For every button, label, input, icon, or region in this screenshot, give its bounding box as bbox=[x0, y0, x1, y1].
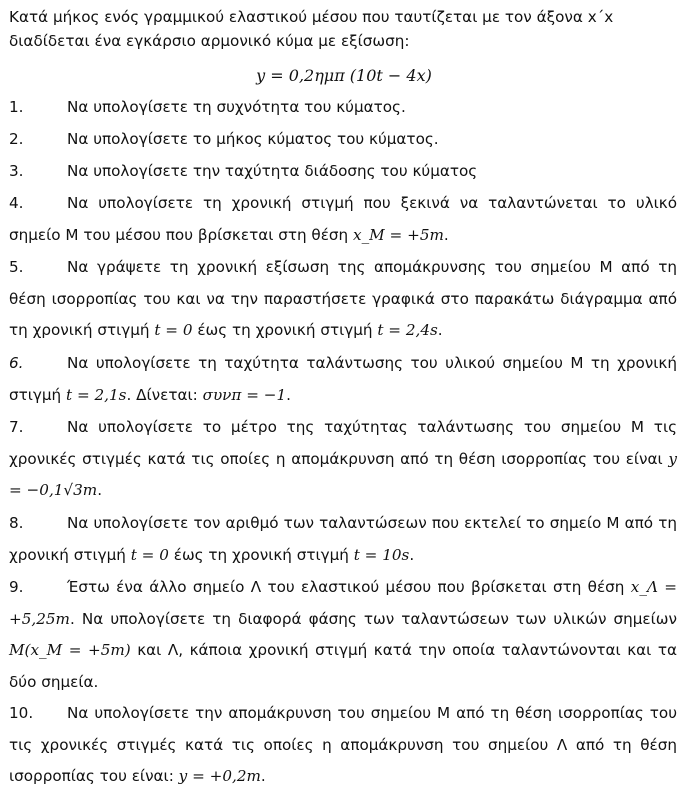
question-7 bbox=[9, 412, 677, 507]
question-text: Να υπολογίσετε την ταχύτητα διάδοσης του κύματος bbox=[67, 162, 478, 180]
question-number: 4. bbox=[9, 194, 24, 212]
question-text: έως τη χρονική στιγμή bbox=[192, 321, 378, 339]
question-2 bbox=[9, 124, 677, 156]
math-expression: t = 10s bbox=[353, 545, 410, 564]
intro-line-2: διαδίδεται ένα εγκάρσιο αρμονικό κύμα με εξίσωση: bbox=[9, 32, 410, 50]
question-text: . bbox=[260, 767, 266, 785]
question-text: . Να υπολογίσετε τη διαφορά φάσης των ταλαντώσεων των υλικών σημείων bbox=[69, 609, 677, 628]
math-expression: t = 0 bbox=[154, 321, 193, 339]
math-expression: x_Λ = +5,25m bbox=[9, 578, 677, 628]
question-text: Να υπολογίσετε τη χρονική στιγμή που ξεκινά να ταλαντώνεται το υλικό σημείο Μ του μέσου που βρίσκεται στη θέση bbox=[9, 194, 677, 244]
question-text: Να γράψετε τη χρονική εξίσωση της απομάκρυνσης του σημείου Μ από τη θέση ισορροπίας του και να την παραστήσετε γραφικά στο παρακάτω διάγραμμα από τη χρονική στιγμή bbox=[9, 258, 677, 339]
question-text: . bbox=[443, 225, 449, 244]
question-text: Έστω ένα άλλο σημείο Λ του ελαστικού μέσου που βρίσκεται στη θέση bbox=[67, 578, 631, 596]
question-text: . bbox=[437, 321, 443, 339]
question-5 bbox=[9, 252, 677, 347]
question-text: . Δίνεται: bbox=[126, 385, 203, 404]
question-8 bbox=[9, 508, 677, 571]
question-text: Να υπολογίσετε τη ταχύτητα ταλάντωσης του υλικού σημείου Μ τη χρονική στιγμή bbox=[9, 354, 677, 404]
question-9 bbox=[9, 572, 677, 698]
question-number: 10. bbox=[9, 704, 34, 722]
question-text: Να υπολογίσετε το μέτρο της ταχύτητας ταλάντωσης του σημείου Μ τις χρονικές στιγμές κατά τις οποίες η απομάκρυνση από τη θέση ισορροπίας του είναι bbox=[9, 418, 677, 468]
math-expression: x_M = +5m bbox=[353, 225, 444, 244]
question-text: . bbox=[286, 385, 291, 404]
question-4 bbox=[9, 188, 677, 251]
question-text: και Λ, κάποια χρονική στιγμή κατά την οποία ταλαντώνονται και τα δύο σημεία. bbox=[9, 641, 677, 691]
question-number: 9. bbox=[9, 578, 24, 596]
question-text: . bbox=[409, 545, 415, 564]
question-number: 2. bbox=[9, 130, 24, 148]
intro-paragraph bbox=[9, 5, 677, 53]
wave-equation: y = 0,2ημπ (10t − 4x) bbox=[256, 66, 432, 85]
math-expression: t = 2,4s bbox=[377, 321, 438, 339]
question-3 bbox=[9, 156, 677, 188]
question-1 bbox=[9, 92, 677, 124]
question-number: 8. bbox=[9, 514, 24, 532]
question-text: Να υπολογίσετε το μήκος κύματος του κύματος. bbox=[67, 130, 439, 148]
intro-line-1: Κατά μήκος ενός γραμμικού ελαστικού μέσου που ταυτίζεται με τον άξονα x΄x bbox=[9, 8, 614, 26]
question-text: Να υπολογίσετε τη συχνότητα του κύματος. bbox=[67, 98, 406, 116]
question-text: Να υπολογίσετε τον αριθμό των ταλαντώσεων που εκτελεί το σημείο Μ από τη χρονική στιγμή bbox=[9, 514, 677, 564]
question-number: 7. bbox=[9, 418, 24, 436]
math-expression: y = +0,2m bbox=[178, 767, 261, 785]
question-text: Να υπολογίσετε την απομάκρυνση του σημείου Μ από τη θέση ισορροπίας του τις χρονικές στιγμές κατά τις οποίες η απομάκρυνση του σημείου Λ από τη θέση ισορροπίας του είναι: bbox=[9, 704, 677, 785]
question-number: 5. bbox=[9, 258, 24, 276]
question-text: . bbox=[97, 481, 103, 499]
question-6 bbox=[9, 348, 677, 411]
question-number: 1. bbox=[9, 98, 24, 116]
math-expression: y = −0,1√3m bbox=[9, 449, 677, 499]
math-expression: συνπ = −1 bbox=[202, 385, 287, 404]
question-10 bbox=[9, 698, 677, 793]
question-number: 3. bbox=[9, 162, 24, 180]
question-number: 6. bbox=[9, 354, 24, 372]
math-expression: M(x_M = +5m) bbox=[9, 641, 131, 659]
math-expression: t = 0 bbox=[130, 545, 169, 564]
question-text: έως τη χρονική στιγμή bbox=[168, 545, 354, 564]
math-expression: t = 2,1s bbox=[66, 385, 127, 404]
